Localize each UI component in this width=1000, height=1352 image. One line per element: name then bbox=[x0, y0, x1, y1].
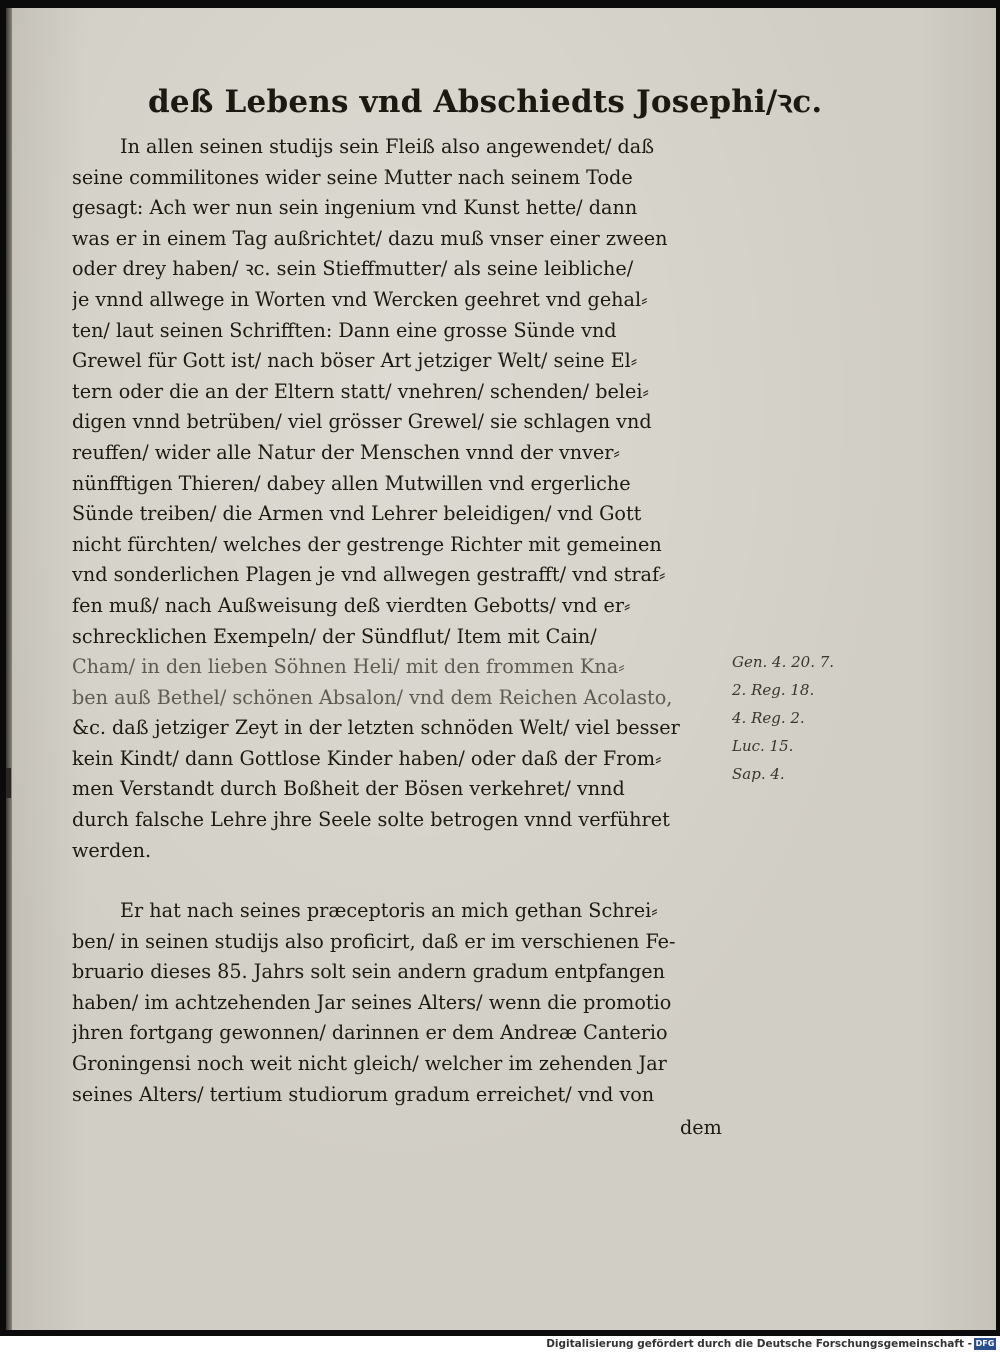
marginal-note: Sap. 4. bbox=[732, 765, 785, 783]
text-line: ben auß Bethel/ schönen Absalon/ vnd dem Reichen Acolasto, bbox=[72, 685, 673, 709]
dfg-logo-icon: DFG bbox=[975, 1339, 995, 1348]
page-spine-edge bbox=[6, 8, 12, 1330]
text-line: bruario dieses 85. Jahrs solt sein andern gradum entpfangen bbox=[72, 960, 665, 984]
marginal-notes bbox=[732, 648, 862, 788]
text-line: tern oder die an der Eltern statt/ vnehren/ schenden/ belei⸗ bbox=[72, 379, 649, 403]
marginal-note: Luc. 15. bbox=[732, 737, 794, 755]
text-line: ten/ laut seinen Schrifften: Dann eine grosse Sünde vnd bbox=[72, 318, 617, 342]
text-line: reuffen/ wider alle Natur der Menschen vnnd der vnver⸗ bbox=[72, 440, 620, 464]
text-line: kein Kindt/ dann Gottlose Kinder haben/ oder daß der From⸗ bbox=[72, 746, 662, 770]
text-line: fen muß/ nach Außweisung deß vierdten Gebotts/ vnd er⸗ bbox=[72, 593, 631, 617]
text-line: Cham/ in den lieben Söhnen Heli/ mit den frommen Kna⸗ bbox=[72, 655, 625, 679]
text-line: digen vnnd betrüben/ viel grösser Grewel/ sie schlagen vnd bbox=[72, 410, 652, 434]
text-line: men Verstandt durch Boßheit der Bösen verkehret/ vnnd bbox=[72, 777, 625, 801]
paragraph-1 bbox=[72, 132, 732, 866]
text-line: Groningensi noch weit nicht gleich/ welcher im zehenden Jar bbox=[72, 1051, 667, 1075]
catchword: dem bbox=[680, 1116, 722, 1139]
text-line: Er hat nach seines præceptoris an mich gethan Schrei⸗ bbox=[120, 899, 658, 922]
marginal-note: 2. Reg. 18. bbox=[732, 681, 815, 699]
text-line: &c. daß jetziger Zeyt in der letzten schnöden Welt/ viel besser bbox=[72, 716, 680, 740]
text-line: je vnnd allwege in Worten vnd Wercken geehret vnd gehal⸗ bbox=[72, 287, 648, 311]
text-line: haben/ im achtzehenden Jar seines Alters/ wenn die promotio bbox=[72, 990, 672, 1014]
text-line: gesagt: Ach wer nun sein ingenium vnd Kunst hette/ dann bbox=[72, 196, 638, 220]
funding-notice: Digitalisierung gefördert durch die Deutsche Forschungsgemeinschaft - bbox=[546, 1338, 972, 1350]
text-line: seine commilitones wider seine Mutter nach seinem Tode bbox=[72, 165, 633, 189]
text-line: werden. bbox=[72, 838, 152, 862]
marginal-note: Gen. 4. 20. 7. bbox=[732, 653, 835, 671]
text-line: nicht fürchten/ welches der gestrenge Richter mit gemeinen bbox=[72, 532, 662, 556]
text-line: nünfftigen Thieren/ dabey allen Mutwillen vnd ergerliche bbox=[72, 471, 631, 495]
text-line: oder drey haben/ ꝛc. sein Stieffmutter/ als seine leibliche/ bbox=[72, 257, 634, 281]
running-head: deß Lebens vnd Abschiedts Josephi/ꝛc. bbox=[148, 84, 823, 120]
text-line: Grewel für Gott ist/ nach böser Art jetziger Welt/ seine El⸗ bbox=[72, 349, 638, 373]
text-line: jhren fortgang gewonnen/ darinnen er dem Andreæ Canterio bbox=[72, 1021, 668, 1045]
paragraph-2 bbox=[72, 896, 732, 1110]
text-line: was er in einem Tag außrichtet/ dazu muß vnser einer zween bbox=[72, 226, 668, 250]
text-line: durch falsche Lehre jhre Seele solte betrogen vnnd verführet bbox=[72, 808, 670, 832]
marginal-note: 4. Reg. 2. bbox=[732, 709, 805, 727]
text-line: vnd sonderlichen Plagen je vnd allwegen gestrafft/ vnd straf⸗ bbox=[72, 563, 666, 587]
spine-mark bbox=[6, 768, 11, 798]
text-line: ben/ in seinen studijs also proficirt, daß er im verschienen Fe- bbox=[72, 929, 676, 953]
text-line: In allen seinen studijs sein Fleiß also angewendet/ daß bbox=[120, 135, 655, 158]
text-line: seines Alters/ tertium studiorum gradum erreichet/ vnd von bbox=[72, 1082, 655, 1106]
text-line: schrecklichen Exempeln/ der Sündflut/ Item mit Cain/ bbox=[72, 624, 597, 648]
text-line: Sünde treiben/ die Armen vnd Lehrer beleidigen/ vnd Gott bbox=[72, 502, 642, 526]
